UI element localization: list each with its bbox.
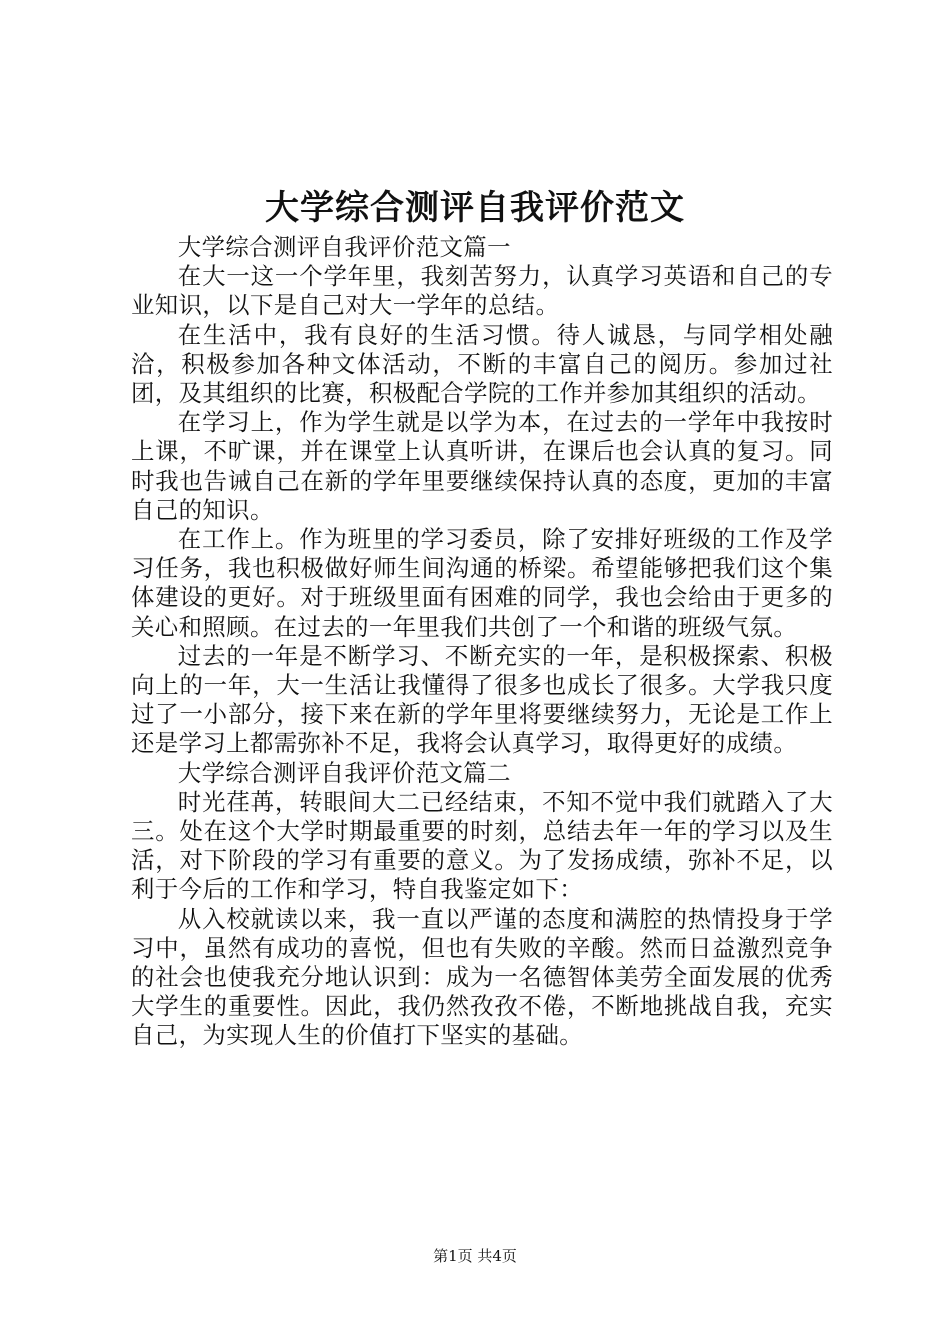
document-title: 大学综合测评自我评价范文: [265, 188, 685, 228]
paragraph: 时光荏苒，转眼间大二已经结束，不知不觉中我们就踏入了大三。处在这个大学时期最重要的时刻，总结去年一年的学习以及生活，对下阶段的学习有重要的意义。为了发扬成绩，弥补不足，以利于今后的工作和学习，特自我鉴定如下：: [131, 787, 833, 904]
section-heading-1: 大学综合测评自我评价范文篇一: [177, 233, 511, 261]
paragraph: 在生活中，我有良好的生活习惯。待人诚恳，与同学相处融洽，积极参加各种文体活动，不断的丰富自己的阅历。参加过社团，及其组织的比赛，积极配合学院的工作并参加其组织的活动。: [131, 320, 833, 408]
paragraph: 在大一这一个学年里，我刻苦努力，认真学习英语和自己的专业知识，以下是自己对大一学年的总结。: [131, 262, 833, 320]
paragraph: 过去的一年是不断学习、不断充实的一年，是积极探索、积极向上的一年，大一生活让我懂得了很多也成长了很多。大学我只度过了一小部分，接下来在新的学年里将要继续努力，无论是工作上还是学习上都需弥补不足，我将会认真学习，取得更好的成绩。: [131, 641, 833, 758]
section-heading-2: 大学综合测评自我评价范文篇二: [177, 758, 511, 787]
page-footer: 第1页 共4页: [433, 1247, 517, 1265]
paragraph: 从入校就读以来，我一直以严谨的态度和满腔的热情投身于学习中，虽然有成功的喜悦，但也有失败的辛酸。然而日益激烈竞争的社会也使我充分地认识到：成为一名德智体美劳全面发展的优秀大学生的重要性。因此，我仍然孜孜不倦，不断地挑战自我，充实自己，为实现人生的价值打下坚实的基础。: [131, 904, 833, 1050]
paragraph: 在学习上，作为学生就是以学为本，在过去的一学年中我按时上课，不旷课，并在课堂上认真听讲，在课后也会认真的复习。同时我也告诫自己在新的学年里要继续保持认真的态度，更加的丰富自己的知识。: [131, 408, 833, 524]
paragraph: 在工作上。作为班里的学习委员，除了安排好班级的工作及学习任务，我也积极做好师生间沟通的桥梁。希望能够把我们这个集体建设的更好。对于班级里面有困难的同学，我也会给由于更多的关心和照顾。在过去的一年里我们共创了一个和谐的班级气氛。: [131, 525, 833, 641]
document-body: [131, 233, 833, 1051]
